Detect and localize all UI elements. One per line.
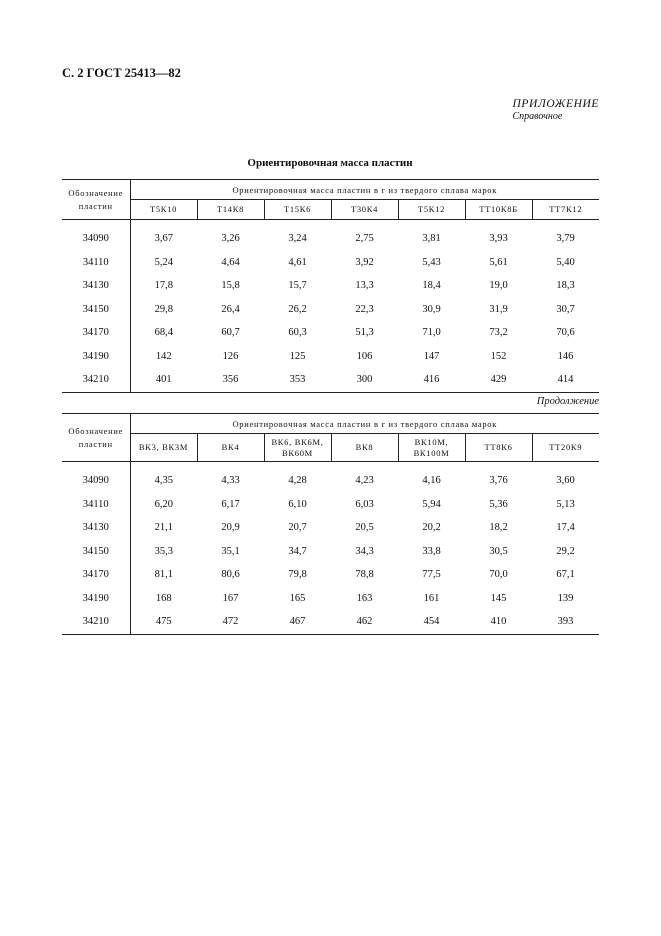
- mass-value-cell: 475: [130, 610, 197, 634]
- mass-value-cell: 13,3: [355, 280, 374, 292]
- mass-value-cell: 356: [197, 368, 264, 392]
- designation-cell: 34130: [62, 516, 130, 540]
- mass-value-cell: 15,7: [288, 280, 307, 292]
- mass-value-cell: 29,2: [556, 545, 575, 557]
- mass-value-cell: 6,03: [355, 498, 374, 510]
- mass-value-cell: 3,26: [221, 233, 240, 245]
- mass-value-cell: 416: [398, 368, 465, 392]
- table-row: [62, 345, 599, 369]
- mass-value-cell: 163: [356, 592, 373, 604]
- mass-value-cell: 3,67: [154, 233, 173, 245]
- mass-value-cell: 15,8: [221, 280, 240, 292]
- mass-value-cell: 6,20: [154, 498, 173, 510]
- mass-value-cell: 33,8: [422, 545, 441, 557]
- grade-header: Т5К12: [398, 200, 465, 220]
- mass-value-cell: 429: [465, 368, 532, 392]
- spacer-cell: [130, 220, 599, 228]
- mass-value-cell: 5,13: [556, 498, 575, 510]
- designation-cell: 34130: [62, 274, 130, 298]
- appendix-title: ПРИЛОЖЕНИЕ: [512, 98, 599, 110]
- span-header: Ориентировочная масса пластин в г из твердого сплава марок: [130, 414, 599, 434]
- mass-value-cell: 78,8: [355, 569, 374, 581]
- document-header: С. 2 ГОСТ 25413—82: [62, 66, 181, 80]
- mass-value-cell: 126: [222, 350, 239, 362]
- mass-value-cell: 29,8: [154, 303, 173, 315]
- mass-value-cell: 80,6: [221, 569, 240, 581]
- mass-value-cell: 17,8: [154, 280, 173, 292]
- mass-value-cell: 79,8: [288, 569, 307, 581]
- table-row: [62, 516, 599, 540]
- mass-table-1: [62, 179, 599, 393]
- mass-value-cell: 3,76: [489, 475, 508, 487]
- mass-value-cell: 4,64: [221, 256, 240, 268]
- table-row: [62, 610, 599, 634]
- grade-header: Т14К8: [197, 200, 264, 220]
- mass-value-cell: 467: [264, 610, 331, 634]
- mass-value-cell: 77,5: [422, 569, 441, 581]
- grade-header: ВК4: [197, 434, 264, 462]
- mass-value-cell: 5,36: [489, 498, 508, 510]
- grade-header: ВК8: [331, 434, 398, 462]
- designation-cell: 34210: [62, 610, 130, 634]
- mass-value-cell: 31,9: [489, 303, 508, 315]
- mass-value-cell: 70,6: [556, 327, 575, 339]
- table-row: [62, 298, 599, 322]
- mass-value-cell: 6,17: [221, 498, 240, 510]
- grade-header: ТТ10К8Б: [465, 200, 532, 220]
- mass-value-cell: 34,3: [355, 545, 374, 557]
- mass-value-cell: 67,1: [556, 569, 575, 581]
- mass-value-cell: 152: [490, 350, 507, 362]
- mass-value-cell: 4,16: [422, 475, 441, 487]
- mass-value-cell: 165: [289, 592, 306, 604]
- designation-cell: 34210: [62, 368, 130, 392]
- mass-value-cell: 18,2: [489, 522, 508, 534]
- table-row: [62, 321, 599, 345]
- mass-value-cell: 70,0: [489, 569, 508, 581]
- mass-value-cell: 26,2: [288, 303, 307, 315]
- mass-value-cell: 5,43: [422, 256, 441, 268]
- grade-header: Т5К10: [130, 200, 197, 220]
- table-body: [62, 462, 599, 635]
- mass-value-cell: 401: [130, 368, 197, 392]
- mass-value-cell: 35,3: [154, 545, 173, 557]
- mass-value-cell: 20,9: [221, 522, 240, 534]
- span-header: Ориентировочная масса пластин в г из твердого сплава марок: [130, 180, 599, 200]
- mass-value-cell: 81,1: [154, 569, 173, 581]
- mass-value-cell: 454: [398, 610, 465, 634]
- mass-value-cell: 5,61: [489, 256, 508, 268]
- mass-value-cell: 414: [532, 368, 599, 392]
- mass-value-cell: 20,2: [422, 522, 441, 534]
- spacer-row: [62, 462, 599, 470]
- mass-value-cell: 145: [490, 592, 507, 604]
- spacer-cell: [62, 462, 130, 470]
- mass-value-cell: 26,4: [221, 303, 240, 315]
- designation-cell: 34190: [62, 587, 130, 611]
- mass-value-cell: 3,24: [288, 233, 307, 245]
- mass-value-cell: 20,5: [355, 522, 374, 534]
- mass-value-cell: 4,33: [221, 475, 240, 487]
- mass-value-cell: 20,7: [288, 522, 307, 534]
- grade-header: ВК10М, ВК100М: [398, 434, 465, 462]
- mass-value-cell: 30,7: [556, 303, 575, 315]
- table-row: [62, 563, 599, 587]
- mass-value-cell: 5,94: [422, 498, 441, 510]
- spacer-row: [62, 220, 599, 228]
- table-row: [62, 227, 599, 251]
- spacer-cell: [130, 462, 599, 470]
- designation-cell: 34150: [62, 540, 130, 564]
- mass-value-cell: 73,2: [489, 327, 508, 339]
- appendix-note: Справочное: [512, 111, 563, 122]
- mass-value-cell: 18,4: [422, 280, 441, 292]
- grade-header: ВК6, ВК6М, ВК60М: [264, 434, 331, 462]
- mass-value-cell: 353: [264, 368, 331, 392]
- mass-value-cell: 4,23: [355, 475, 374, 487]
- grade-header: ТТ20К9: [532, 434, 599, 462]
- table-row: [62, 274, 599, 298]
- mass-value-cell: 21,1: [154, 522, 173, 534]
- mass-value-cell: 393: [532, 610, 599, 634]
- mass-value-cell: 22,3: [355, 303, 374, 315]
- mass-value-cell: 4,61: [288, 256, 307, 268]
- spacer-cell: [62, 220, 130, 228]
- table-title: Ориентировочная масса пластин: [247, 157, 413, 169]
- table-body: [62, 220, 599, 393]
- table-row: [62, 368, 599, 392]
- mass-value-cell: 19,0: [489, 280, 508, 292]
- mass-value-cell: 161: [423, 592, 440, 604]
- grade-header: ТТ7К12: [532, 200, 599, 220]
- mass-value-cell: 5,24: [154, 256, 173, 268]
- mass-value-cell: 3,92: [355, 256, 374, 268]
- mass-value-cell: 71,0: [422, 327, 441, 339]
- designation-cell: 34170: [62, 321, 130, 345]
- mass-value-cell: 35,1: [221, 545, 240, 557]
- mass-value-cell: 147: [423, 350, 440, 362]
- mass-value-cell: 146: [557, 350, 574, 362]
- mass-value-cell: 106: [356, 350, 373, 362]
- grade-header: Т30К4: [331, 200, 398, 220]
- mass-value-cell: 18,3: [556, 280, 575, 292]
- mass-value-cell: 60,7: [221, 327, 240, 339]
- mass-value-cell: 2,75: [355, 233, 374, 245]
- designation-cell: 34090: [62, 227, 130, 251]
- designation-cell: 34110: [62, 493, 130, 517]
- table-row: [62, 587, 599, 611]
- table-row: [62, 540, 599, 564]
- mass-value-cell: 300: [331, 368, 398, 392]
- mass-value-cell: 125: [289, 350, 306, 362]
- designation-header: Обозначение пластин: [62, 180, 130, 220]
- mass-value-cell: 410: [465, 610, 532, 634]
- mass-value-cell: 472: [197, 610, 264, 634]
- designation-cell: 34090: [62, 469, 130, 493]
- mass-value-cell: 3,60: [556, 475, 575, 487]
- grade-header: ВК3, ВК3М: [130, 434, 197, 462]
- mass-value-cell: 3,93: [489, 233, 508, 245]
- continuation-label: Продолжение: [536, 396, 599, 407]
- designation-cell: 34170: [62, 563, 130, 587]
- table-row: [62, 251, 599, 275]
- grade-header: Т15К6: [264, 200, 331, 220]
- appendix-label: [513, 98, 599, 122]
- mass-value-cell: 168: [155, 592, 172, 604]
- mass-value-cell: 51,3: [355, 327, 374, 339]
- mass-value-cell: 30,5: [489, 545, 508, 557]
- table-row: [62, 493, 599, 517]
- designation-header: Обозначение пластин: [62, 414, 130, 462]
- grade-header: ТТ8К6: [465, 434, 532, 462]
- mass-value-cell: 3,81: [422, 233, 441, 245]
- designation-cell: 34150: [62, 298, 130, 322]
- mass-value-cell: 6,10: [288, 498, 307, 510]
- designation-cell: 34110: [62, 251, 130, 275]
- mass-value-cell: 167: [222, 592, 239, 604]
- mass-value-cell: 3,79: [556, 233, 575, 245]
- mass-value-cell: 30,9: [422, 303, 441, 315]
- mass-value-cell: 4,35: [154, 475, 173, 487]
- mass-value-cell: 142: [155, 350, 172, 362]
- mass-value-cell: 68,4: [154, 327, 173, 339]
- mass-value-cell: 5,40: [556, 256, 575, 268]
- mass-value-cell: 139: [557, 592, 574, 604]
- designation-cell: 34190: [62, 345, 130, 369]
- table-row: [62, 469, 599, 493]
- mass-table-2: [62, 413, 599, 635]
- mass-value-cell: 462: [331, 610, 398, 634]
- mass-value-cell: 60,3: [288, 327, 307, 339]
- mass-value-cell: 17,4: [556, 522, 575, 534]
- mass-value-cell: 34,7: [288, 545, 307, 557]
- mass-value-cell: 4,28: [288, 475, 307, 487]
